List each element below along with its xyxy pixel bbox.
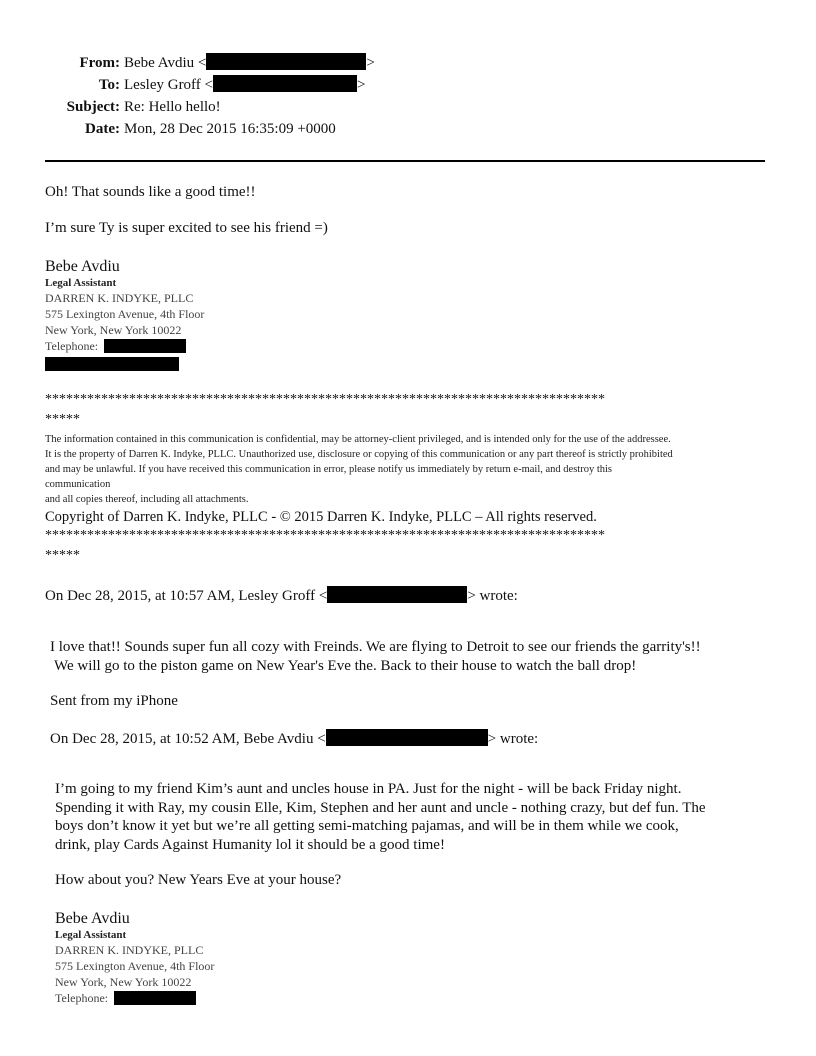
quote2-line-5: How about you? New Years Eve at your house? (55, 872, 342, 888)
quote1-body (50, 638, 701, 675)
from-row (40, 52, 400, 74)
redaction-box (326, 729, 488, 746)
signature-extra (45, 355, 204, 373)
quote2-intro-end: > wrote: (487, 731, 539, 747)
notice-line-5: and all copies thereof, including all attachments. (45, 494, 249, 505)
subject-row (40, 96, 400, 118)
stars-line-2: ******************************************************************************** (45, 528, 605, 543)
quote2-line-1: I’m going to my friend Kim’s aunt and uncles house in PA. Just for the night - will be back Friday night. (55, 781, 682, 797)
confidentiality-notice (45, 432, 770, 507)
from-end: > (366, 55, 375, 71)
redaction-box (213, 75, 357, 92)
signature-phone (45, 338, 204, 354)
quote2-intro (50, 729, 538, 748)
signature-firm: DARREN K. INDYKE, PLLC (45, 291, 194, 305)
from-label: From: (79, 55, 120, 71)
phone-label: Telephone: (55, 991, 109, 1005)
redaction-box (104, 339, 186, 353)
quote1-line-1: I love that!! Sounds super fun all cozy with Freinds. We are flying to Detroit to see our friends the garrity's!! (50, 639, 701, 655)
notice-line-1: The information contained in this communication is confidential, may be attorney-client privileged, and is intended only for the use of the addressee. (45, 434, 671, 445)
stars-line: ******************************************************************************** (45, 392, 605, 407)
date-row (40, 118, 400, 140)
signature-address-1: 575 Lexington Avenue, 4th Floor (45, 307, 205, 321)
header-divider (45, 160, 765, 162)
quote2-body (55, 780, 706, 854)
quote1-intro-start: On Dec 28, 2015, at 10:57 AM, Lesley Groff < (45, 588, 328, 604)
date-label: Date: (85, 121, 120, 137)
sent-from-iphone: Sent from my iPhone (50, 693, 178, 709)
subject-value: Re: Hello hello! (124, 99, 221, 115)
from-name: Bebe Avdiu < (124, 55, 207, 71)
signature-address-1: 575 Lexington Avenue, 4th Floor (55, 959, 215, 973)
to-row (40, 74, 400, 96)
subject-label: Subject: (66, 99, 120, 115)
redaction-box (114, 991, 196, 1005)
to-end: > (357, 77, 366, 93)
signature-name: Bebe Avdiu (55, 910, 130, 927)
signature-block (45, 258, 204, 373)
notice-line-2: It is the property of Darren K. Indyke, PLLC. Unauthorized use, disclosure or copying of this communication or any part thereof is strictly prohibited (45, 449, 673, 460)
signature-title: Legal Assistant (55, 929, 127, 941)
redaction-box (206, 53, 366, 70)
to-value (124, 74, 365, 96)
signature-title: Legal Assistant (45, 277, 117, 289)
notice-line-4: communication (45, 479, 111, 490)
signature-address-2: New York, New York 10022 (55, 975, 192, 989)
quote2-line-4: drink, play Cards Against Humanity lol it should be a good time! (55, 836, 445, 853)
from-value (124, 52, 375, 74)
signature-phone (55, 990, 214, 1006)
redaction-box (327, 586, 467, 603)
signature-firm: DARREN K. INDYKE, PLLC (55, 943, 204, 957)
to-name: Lesley Groff < (124, 77, 213, 93)
quote1-intro (45, 586, 518, 605)
notice-line-3: and may be unlawful. If you have received this communication in error, please notify us immediately by return e-mail, and destroy this (45, 464, 612, 475)
quote1-intro-end: > wrote: (467, 588, 518, 604)
copyright-line: Copyright of Darren K. Indyke, PLLC - © 2015 Darren K. Indyke, PLLC – All rights reserved. (45, 509, 597, 525)
quote2-line-2: Spending it with Ray, my cousin Elle, Kim, Stephen and her aunt and uncle - nothing crazy, but def fun. The (55, 799, 706, 816)
body-line-1: Oh! That sounds like a good time!! (45, 184, 256, 200)
quote1-line-2: We will go to the piston game on New Year's Eve the. Back to their house to watch the ball drop! (54, 657, 637, 674)
stars-tail: ***** (45, 412, 80, 427)
quote2-intro-start: On Dec 28, 2015, at 10:52 AM, Bebe Avdiu < (50, 731, 326, 747)
date-value: Mon, 28 Dec 2015 16:35:09 +0000 (124, 121, 336, 137)
email-header (40, 52, 400, 140)
body-line-2: I’m sure Ty is super excited to see his friend =) (45, 220, 328, 236)
signature-block-2 (55, 910, 214, 1006)
to-label: To: (98, 77, 120, 93)
quote2-line-3: boys don’t know it yet but we’re all getting semi-matching pajamas, and will be in them while we cook, (55, 818, 679, 834)
signature-name: Bebe Avdiu (45, 258, 120, 275)
signature-address-2: New York, New York 10022 (45, 323, 182, 337)
stars-tail-2: ***** (45, 548, 80, 563)
redaction-box (45, 357, 179, 371)
phone-label: Telephone: (45, 339, 99, 353)
